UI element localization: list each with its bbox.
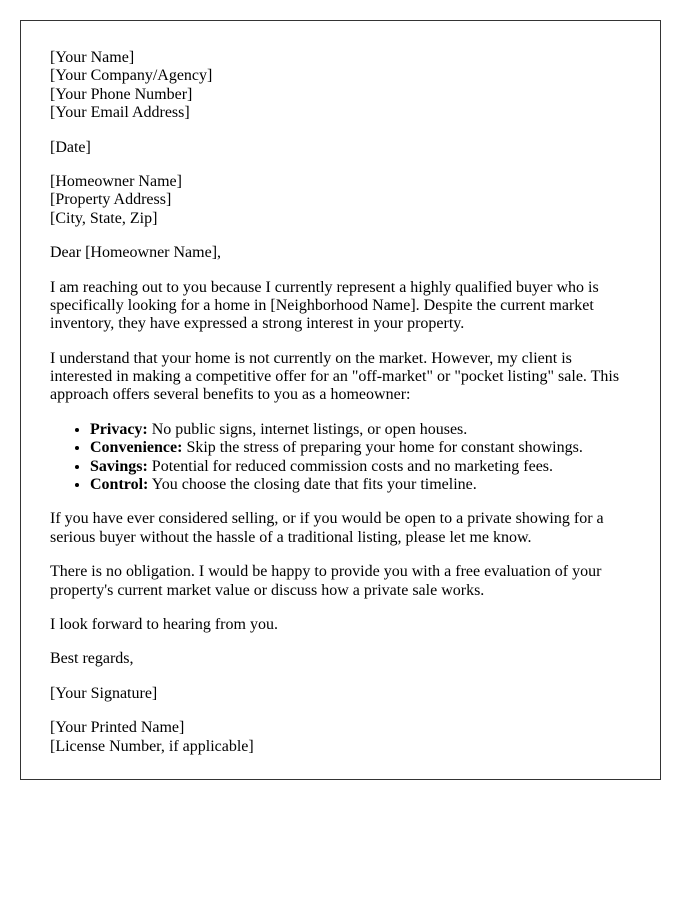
- signature-placeholder: [Your Signature]: [50, 684, 158, 702]
- benefit-label-convenience: Convenience:: [90, 439, 183, 457]
- benefit-item-control: [90, 476, 631, 494]
- recipient-address-block: [50, 173, 631, 228]
- sender-phone: [Your Phone Number]: [50, 85, 193, 103]
- letter-document: [20, 20, 661, 780]
- sender-email: [Your Email Address]: [50, 104, 190, 122]
- benefit-label-savings: Savings:: [90, 457, 148, 475]
- sender-company: [Your Company/Agency]: [50, 67, 213, 85]
- paragraph-consider: If you have ever considered selling, or if you would be open to a private showing for a serious buyer without the hassle of a traditional listing, please let me know.: [50, 510, 604, 546]
- benefit-item-savings: [90, 458, 631, 476]
- sender-address-block: [50, 49, 631, 123]
- date-line: [Date]: [50, 138, 91, 156]
- paragraph-offer: I understand that your home is not currently on the market. However, my client is interested in making a competitive offer for an "off-market" or "pocket listing" sale. This approach offers several benefits to you as a homeowner:: [50, 349, 620, 404]
- printed-name: [Your Printed Name]: [50, 719, 185, 737]
- signoff-block: [50, 719, 631, 756]
- paragraph-no-obligation: There is no obligation. I would be happy to provide you with a free evaluation of your property's current market value or discuss how a private sale works.: [50, 563, 602, 599]
- recipient-city-state-zip: [City, State, Zip]: [50, 209, 158, 227]
- benefit-item-convenience: [90, 439, 631, 457]
- recipient-property-address: [Property Address]: [50, 191, 172, 209]
- paragraph-look-forward: I look forward to hearing from you.: [50, 615, 278, 633]
- benefit-text-control: You choose the closing date that fits your timeline.: [148, 476, 477, 494]
- benefit-item-privacy: [90, 421, 631, 439]
- benefit-label-control: Control:: [90, 476, 149, 494]
- benefit-label-privacy: Privacy:: [90, 420, 148, 438]
- benefit-text-convenience: Skip the stress of preparing your home for constant showings.: [182, 439, 583, 457]
- license-number: [License Number, if applicable]: [50, 737, 254, 755]
- closing-line: Best regards,: [50, 650, 134, 668]
- salutation: Dear [Homeowner Name],: [50, 244, 222, 262]
- recipient-name: [Homeowner Name]: [50, 172, 182, 190]
- benefit-text-savings: Potential for reduced commission costs and no marketing fees.: [147, 457, 554, 475]
- sender-name: [Your Name]: [50, 49, 135, 66]
- benefit-text-privacy: No public signs, internet listings, or open houses.: [147, 420, 468, 438]
- benefits-list: [50, 421, 631, 495]
- paragraph-intro: I am reaching out to you because I currently represent a highly qualified buyer who is specifically looking for a home in [Neighborhood Name]. Despite the current market inventory, they have expressed a strong interest in your property.: [50, 278, 599, 333]
